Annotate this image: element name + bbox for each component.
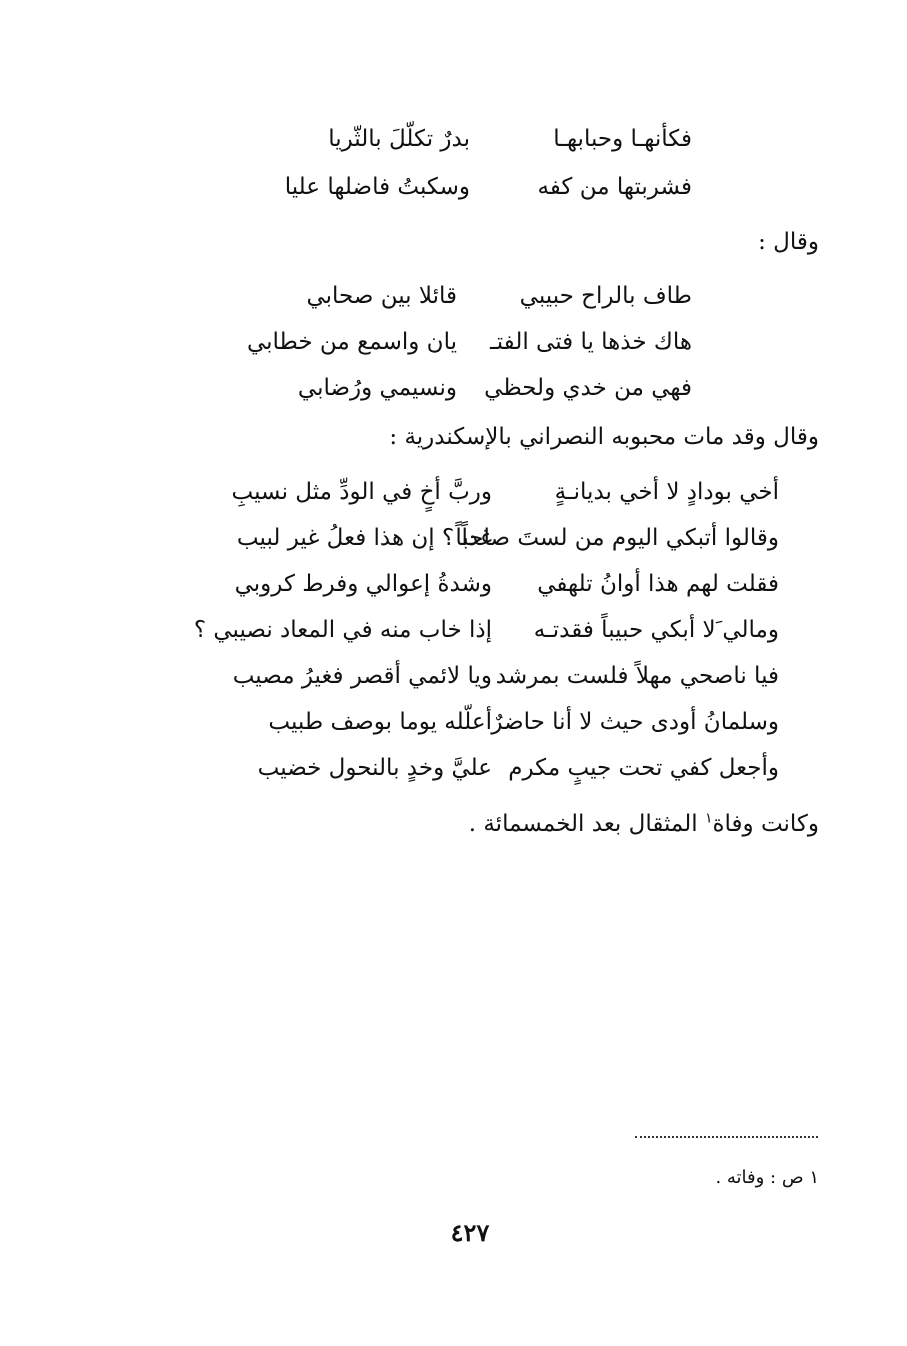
verse-hemistich-left: وسكبتُ فاضلها عليا [284,174,470,200]
verse-hemistich-left: يان واسمع من خطابي [246,329,457,355]
verse-line [0,661,907,691]
verse-hemistich-left: وربَّ أخٍ في الودِّ مثل نسيبِ [231,479,492,505]
verse-hemistich-left: ونسيمي ورُضابي [297,375,457,401]
verse-hemistich-left: إذا خاب منه في المعاد نصيبي ؟ [193,617,492,643]
verse-hemistich-left: وشدةُ إعوالي وفرط كروبي [234,571,492,597]
verse-line [0,615,907,645]
verse-hemistich-left: قائلا بين صحابي [306,283,457,309]
verse-hemistich-right: وقالوا أتبكي اليوم من لستَ صاحباً [455,525,779,551]
verse-line [0,477,907,507]
verse-hemistich-right: فيا ناصحي مهلاً فلست بمرشد [495,663,779,689]
closing-text-start: وكانت وفاة [712,811,819,837]
verse-hemistich-right: أخي بودادٍ لا أخي بديانـةٍ [554,479,779,505]
verse-hemistich-right: فشربتها من كفه [537,174,692,200]
verse-hemistich-left: أعلّله يوما بوصف طبيب [268,709,492,735]
verse-hemistich-left: غداً ؟ إن هذا فعلُ غير لبيب [236,525,492,551]
verse-line [0,753,907,783]
closing-text-end: المثقال بعد الخمسمائة . [468,811,698,837]
verse-hemistich-right: ومالي َلا أبكي حبيباً فقدتـه [533,617,779,643]
verse-hemistich-right: هاك خذها يا فتى الفتـ [490,329,692,355]
verse-line [0,569,907,599]
verse-line [0,373,907,403]
verse-hemistich-left: بدرٌ تكلّلَ بالثّريا [328,126,470,152]
footnote-reference: ١ [704,810,713,827]
verse-hemistich-right: فكأنهـا وحبابهـا [553,126,692,152]
verse-hemistich-left: عليَّ وخدٍ بالنحول خضيب [257,755,492,781]
verse-line [0,172,907,202]
footnote-divider [635,1136,818,1138]
closing-sentence [469,809,819,839]
verse-hemistich-left: ويا لائمي أقصر فغيرُ مصيب [232,663,492,689]
section-intro: وقال : [758,229,819,255]
verse-hemistich-right: فهي من خدي ولحظي [484,375,692,401]
verse-hemistich-right: فقلت لهم هذا أوانُ تلهفي [537,571,779,597]
verse-hemistich-right: وأجعل كفي تحت جيبٍ مكرم [508,755,779,781]
verse-line [0,327,907,357]
verse-hemistich-right: وسلمانُ أودى حيث لا أنا حاضرٌ [491,709,779,735]
verse-line [0,124,907,154]
verse-hemistich-right: طاف بالراح حبيبي [519,283,692,309]
footnote-text: ١ ص : وفاته . [715,1167,819,1188]
page-number: ٤٢٧ [450,1218,490,1247]
verse-line [0,707,907,737]
section-intro: وقال وقد مات محبوبه النصراني بالإسكندرية : [389,424,819,450]
verse-line [0,281,907,311]
verse-line [0,523,907,553]
